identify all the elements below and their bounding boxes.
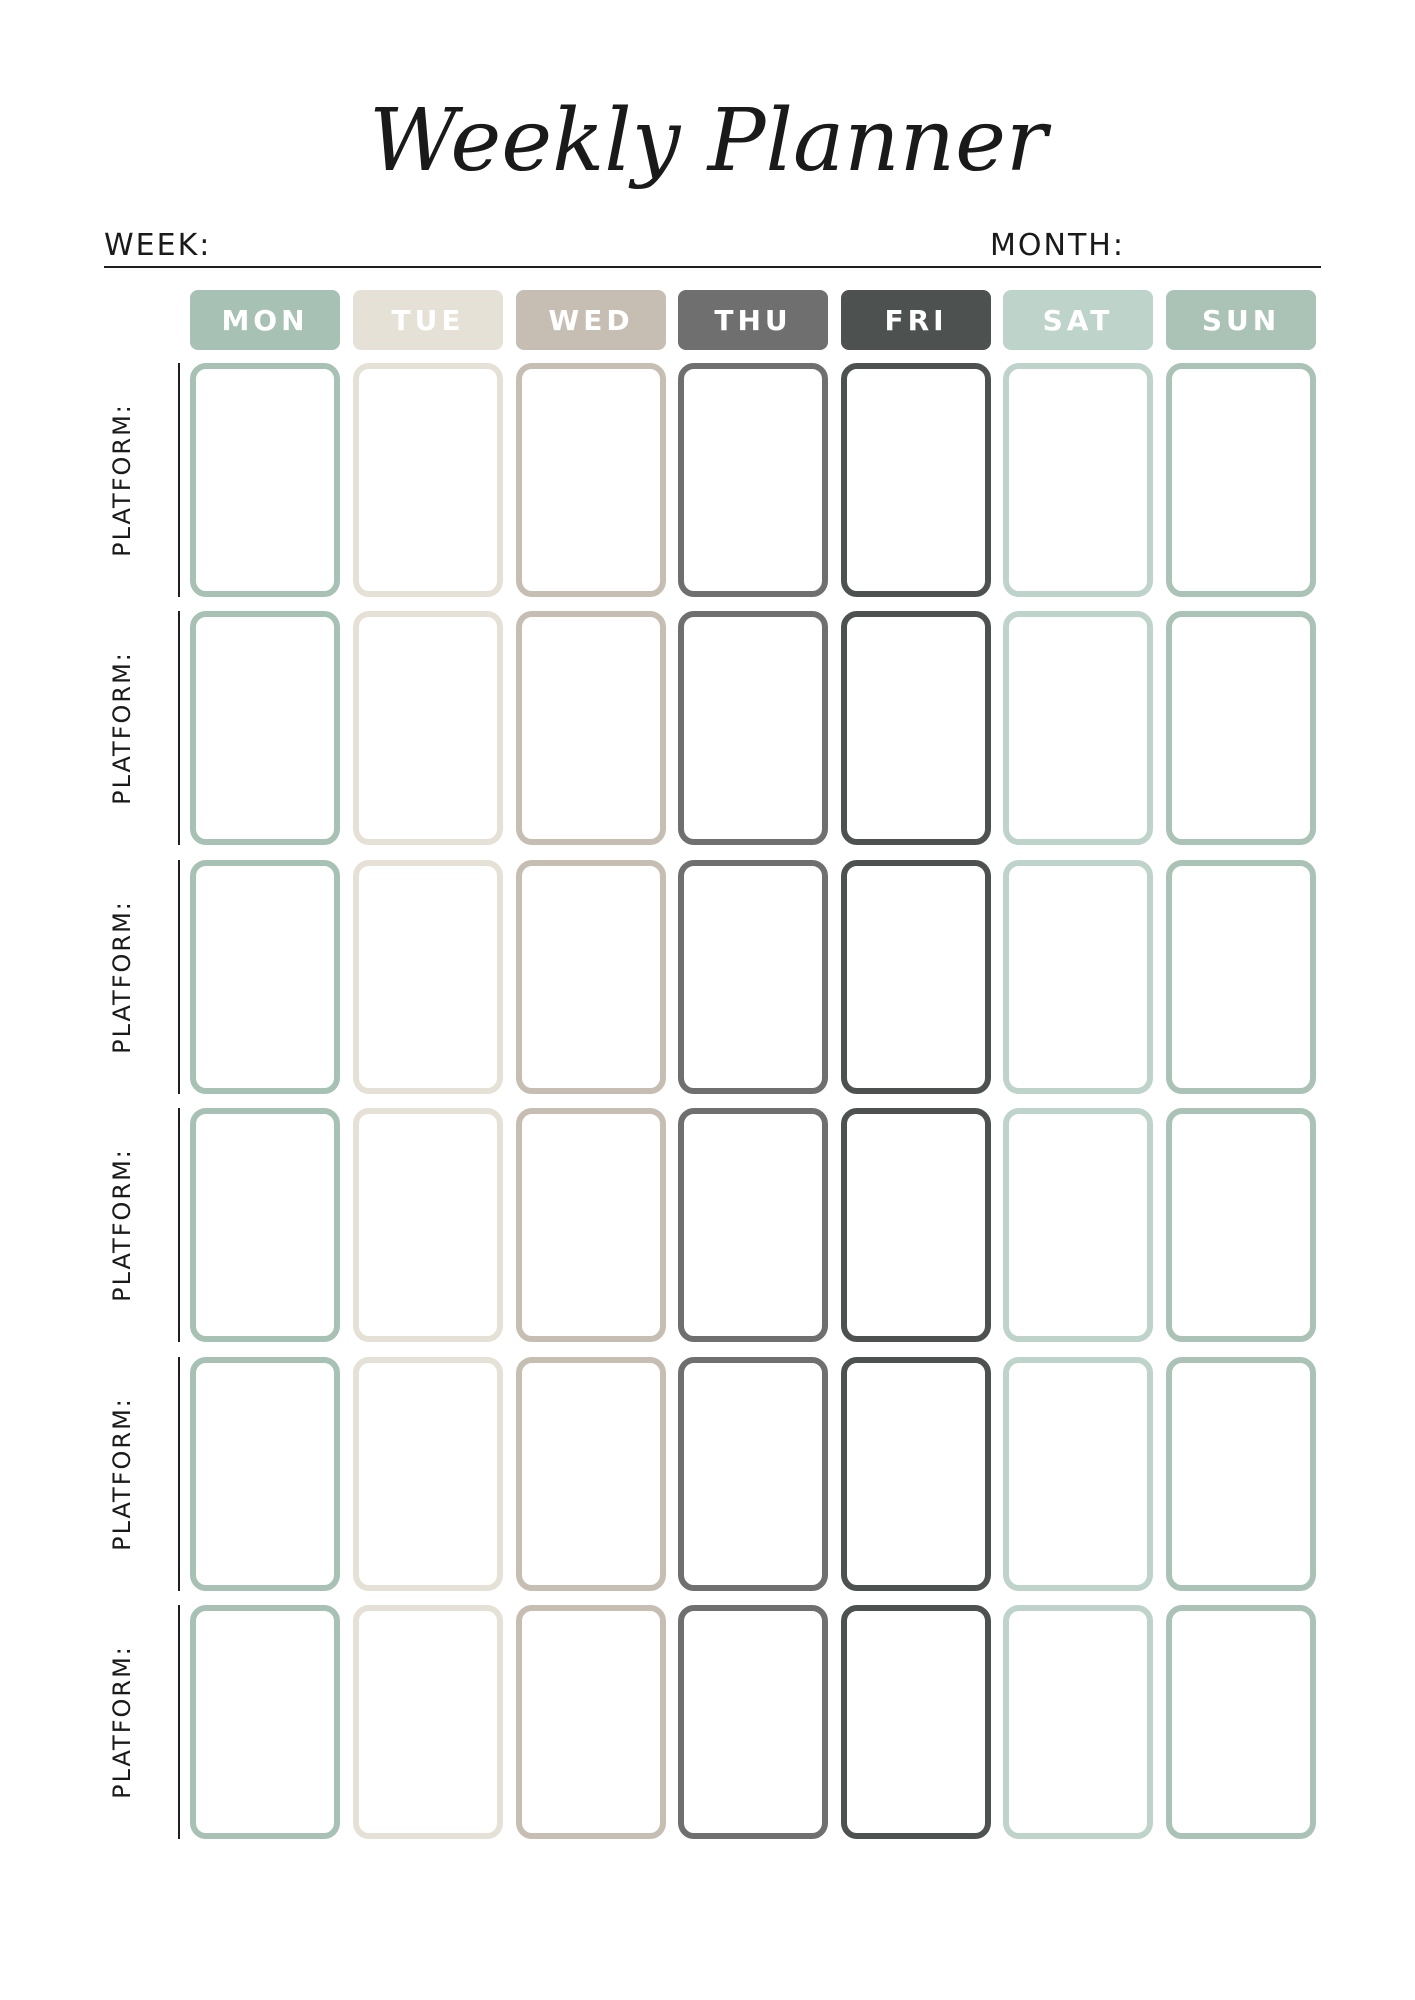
planner-cell-mon[interactable]	[190, 1357, 340, 1591]
planner-cell-mon[interactable]	[190, 363, 340, 597]
row-divider	[178, 363, 180, 597]
platform-label: PLATFORM:	[108, 900, 136, 1054]
planner-cell-wed[interactable]	[516, 1605, 666, 1839]
row-divider	[178, 860, 180, 1094]
row-divider	[178, 1357, 180, 1591]
planner-cell-mon[interactable]	[190, 611, 340, 845]
week-label: WEEK:	[104, 228, 212, 263]
planner-cell-sun[interactable]	[1166, 860, 1316, 1094]
day-header-mon: MON	[190, 290, 340, 350]
planner-cell-sun[interactable]	[1166, 1357, 1316, 1591]
planner-cell-sun[interactable]	[1166, 363, 1316, 597]
planner-cell-sat[interactable]	[1003, 1605, 1153, 1839]
platform-label: PLATFORM:	[108, 1645, 136, 1799]
planner-cell-wed[interactable]	[516, 363, 666, 597]
planner-cell-sat[interactable]	[1003, 363, 1153, 597]
planner-cell-wed[interactable]	[516, 1108, 666, 1342]
planner-cell-sat[interactable]	[1003, 860, 1153, 1094]
planner-cell-wed[interactable]	[516, 611, 666, 845]
day-header-sun: SUN	[1166, 290, 1316, 350]
planner-cell-tue[interactable]	[353, 1108, 503, 1342]
planner-cell-sat[interactable]	[1003, 1108, 1153, 1342]
page-title-area	[0, 70, 1415, 220]
planner-cell-fri[interactable]	[841, 860, 991, 1094]
planner-cell-sat[interactable]	[1003, 611, 1153, 845]
day-header-tue: TUE	[353, 290, 503, 350]
page-title-text: Weekly Planner	[368, 91, 1047, 191]
planner-cell-thu[interactable]	[678, 1357, 828, 1591]
platform-label: PLATFORM:	[108, 651, 136, 805]
platform-label: PLATFORM:	[108, 1397, 136, 1551]
platform-label: PLATFORM:	[108, 1148, 136, 1302]
day-header-fri: FRI	[841, 290, 991, 350]
planner-cell-tue[interactable]	[353, 860, 503, 1094]
row-divider	[178, 1605, 180, 1839]
platform-label: PLATFORM:	[108, 403, 136, 557]
planner-cell-mon[interactable]	[190, 1605, 340, 1839]
planner-cell-tue[interactable]	[353, 611, 503, 845]
planner-cell-tue[interactable]	[353, 1605, 503, 1839]
planner-cell-thu[interactable]	[678, 1108, 828, 1342]
planner-cell-sun[interactable]	[1166, 1108, 1316, 1342]
planner-cell-wed[interactable]	[516, 1357, 666, 1591]
day-header-sat: SAT	[1003, 290, 1153, 350]
day-header-thu: THU	[678, 290, 828, 350]
planner-cell-thu[interactable]	[678, 860, 828, 1094]
day-header-wed: WED	[516, 290, 666, 350]
row-divider	[178, 1108, 180, 1342]
planner-cell-sun[interactable]	[1166, 1605, 1316, 1839]
planner-cell-mon[interactable]	[190, 1108, 340, 1342]
month-label: MONTH:	[990, 228, 1125, 263]
planner-cell-fri[interactable]	[841, 1108, 991, 1342]
planner-cell-thu[interactable]	[678, 363, 828, 597]
planner-cell-sat[interactable]	[1003, 1357, 1153, 1591]
row-divider	[178, 611, 180, 845]
planner-cell-tue[interactable]	[353, 363, 503, 597]
planner-cell-fri[interactable]	[841, 363, 991, 597]
planner-cell-sun[interactable]	[1166, 611, 1316, 845]
planner-cell-thu[interactable]	[678, 611, 828, 845]
planner-cell-tue[interactable]	[353, 1357, 503, 1591]
planner-cell-thu[interactable]	[678, 1605, 828, 1839]
planner-cell-fri[interactable]	[841, 1605, 991, 1839]
planner-cell-wed[interactable]	[516, 860, 666, 1094]
header-divider	[104, 266, 1321, 268]
planner-cell-mon[interactable]	[190, 860, 340, 1094]
page-title	[368, 70, 1047, 220]
planner-cell-fri[interactable]	[841, 611, 991, 845]
planner-cell-fri[interactable]	[841, 1357, 991, 1591]
